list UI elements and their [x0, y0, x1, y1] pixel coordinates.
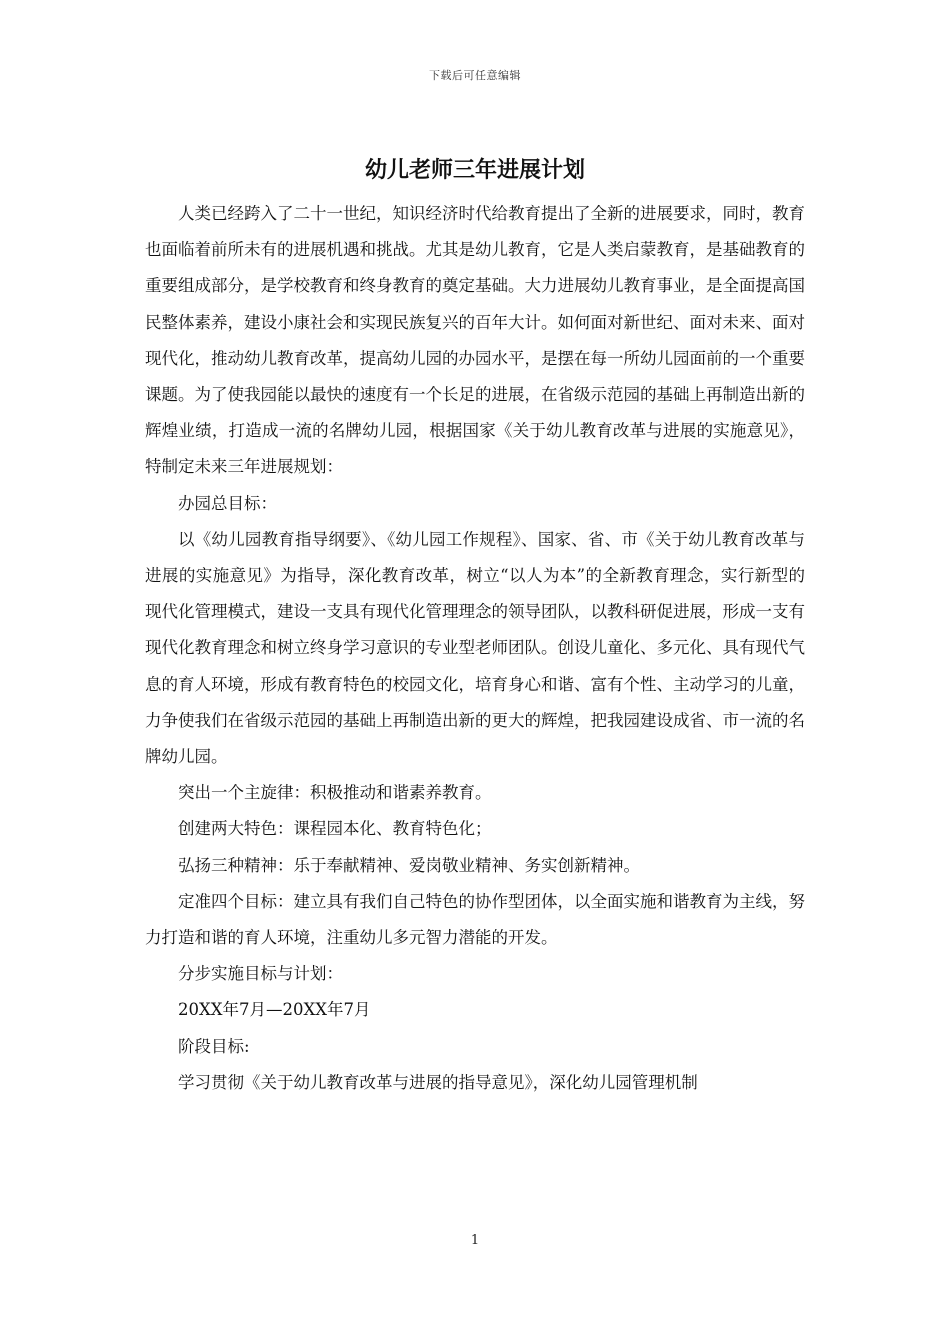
paragraph-phased-plan-heading: 分步实施目标与计划：: [178, 964, 343, 984]
document-title: 幼儿老师三年进展计划: [364, 158, 585, 183]
paragraph-stage-goal-heading: 阶段目标:: [178, 1036, 250, 1056]
paragraph-three-spirits: 弘扬三种精神：乐于奉献精神、爱岗敬业精神、务实创新精神。: [178, 855, 640, 875]
paragraph-two-features: 创建两大特色：课程园本化、教育特色化；: [178, 819, 492, 839]
paragraph-stage-goal: 学习贯彻《关于幼儿教育改革与进展的指导意见》，深化幼儿园管理机制: [178, 1072, 698, 1092]
page-number: 1: [470, 1233, 480, 1248]
paragraph-main-theme: 突出一个主旋律：积极推动和谐素养教育。: [178, 783, 492, 803]
page-header: 下载后可任意编辑: [429, 69, 521, 82]
paragraph-overall-goal: 以《幼儿园教育指导纲要》、《幼儿园工作规程》、国家、省、市《关于幼儿教育改革与进展的实施意见》为指导，深化教育改革，树立“以人为本”的全新教育理念，实行新型的现代化管理模式，建设一支具有现代化管理理念的领导团队，以教科研促进展，形成一支有现代化教育理念和树立终身学习意识的专业型老师团队。创设儿童化、多元化、具有现代气息的育人环境，形成有教育特色的校园文化，培育身心和谐、富有个性、主动学习的儿童，力争使我们在省级示范园的基础上再制造出新的更大的辉煌，把我园建设成省、市一流的名牌幼儿园。: [145, 529, 805, 767]
document-body: [145, 196, 805, 1101]
paragraph-intro: 人类已经跨入了二十一世纪，知识经济时代给教育提出了全新的进展要求，同时，教育也面临着前所未有的进展机遇和挑战。尤其是幼儿教育，它是人类启蒙教育，是基础教育的重要组成部分，是学校教育和终身教育的奠定基础。大力进展幼儿教育事业，是全面提高国民整体素养，建设小康社会和实现民族复兴的百年大计。如何面对新世纪、面对未来、面对现代化，推动幼儿教育改革，提高幼儿园的办园水平，是摆在每一所幼儿园面前的一个重要课题。为了使我园能以最快的速度有一个长足的进展，在省级示范园的基础上再制造出新的辉煌业绩，打造成一流的名牌幼儿园，根据国家《关于幼儿教育改革与进展的实施意见》，特制定未来三年进展规划：: [145, 204, 805, 477]
paragraph-four-goals: 定准四个目标：建立具有我们自己特色的协作型团体，以全面实施和谐教育为主线，努力打造和谐的育人环境，注重幼儿多元智力潜能的开发。: [145, 891, 805, 948]
paragraph-date-range: 20XX年7月—20XX年7月: [178, 1000, 371, 1020]
paragraph-overall-goal-heading: 办园总目标：: [178, 493, 277, 513]
